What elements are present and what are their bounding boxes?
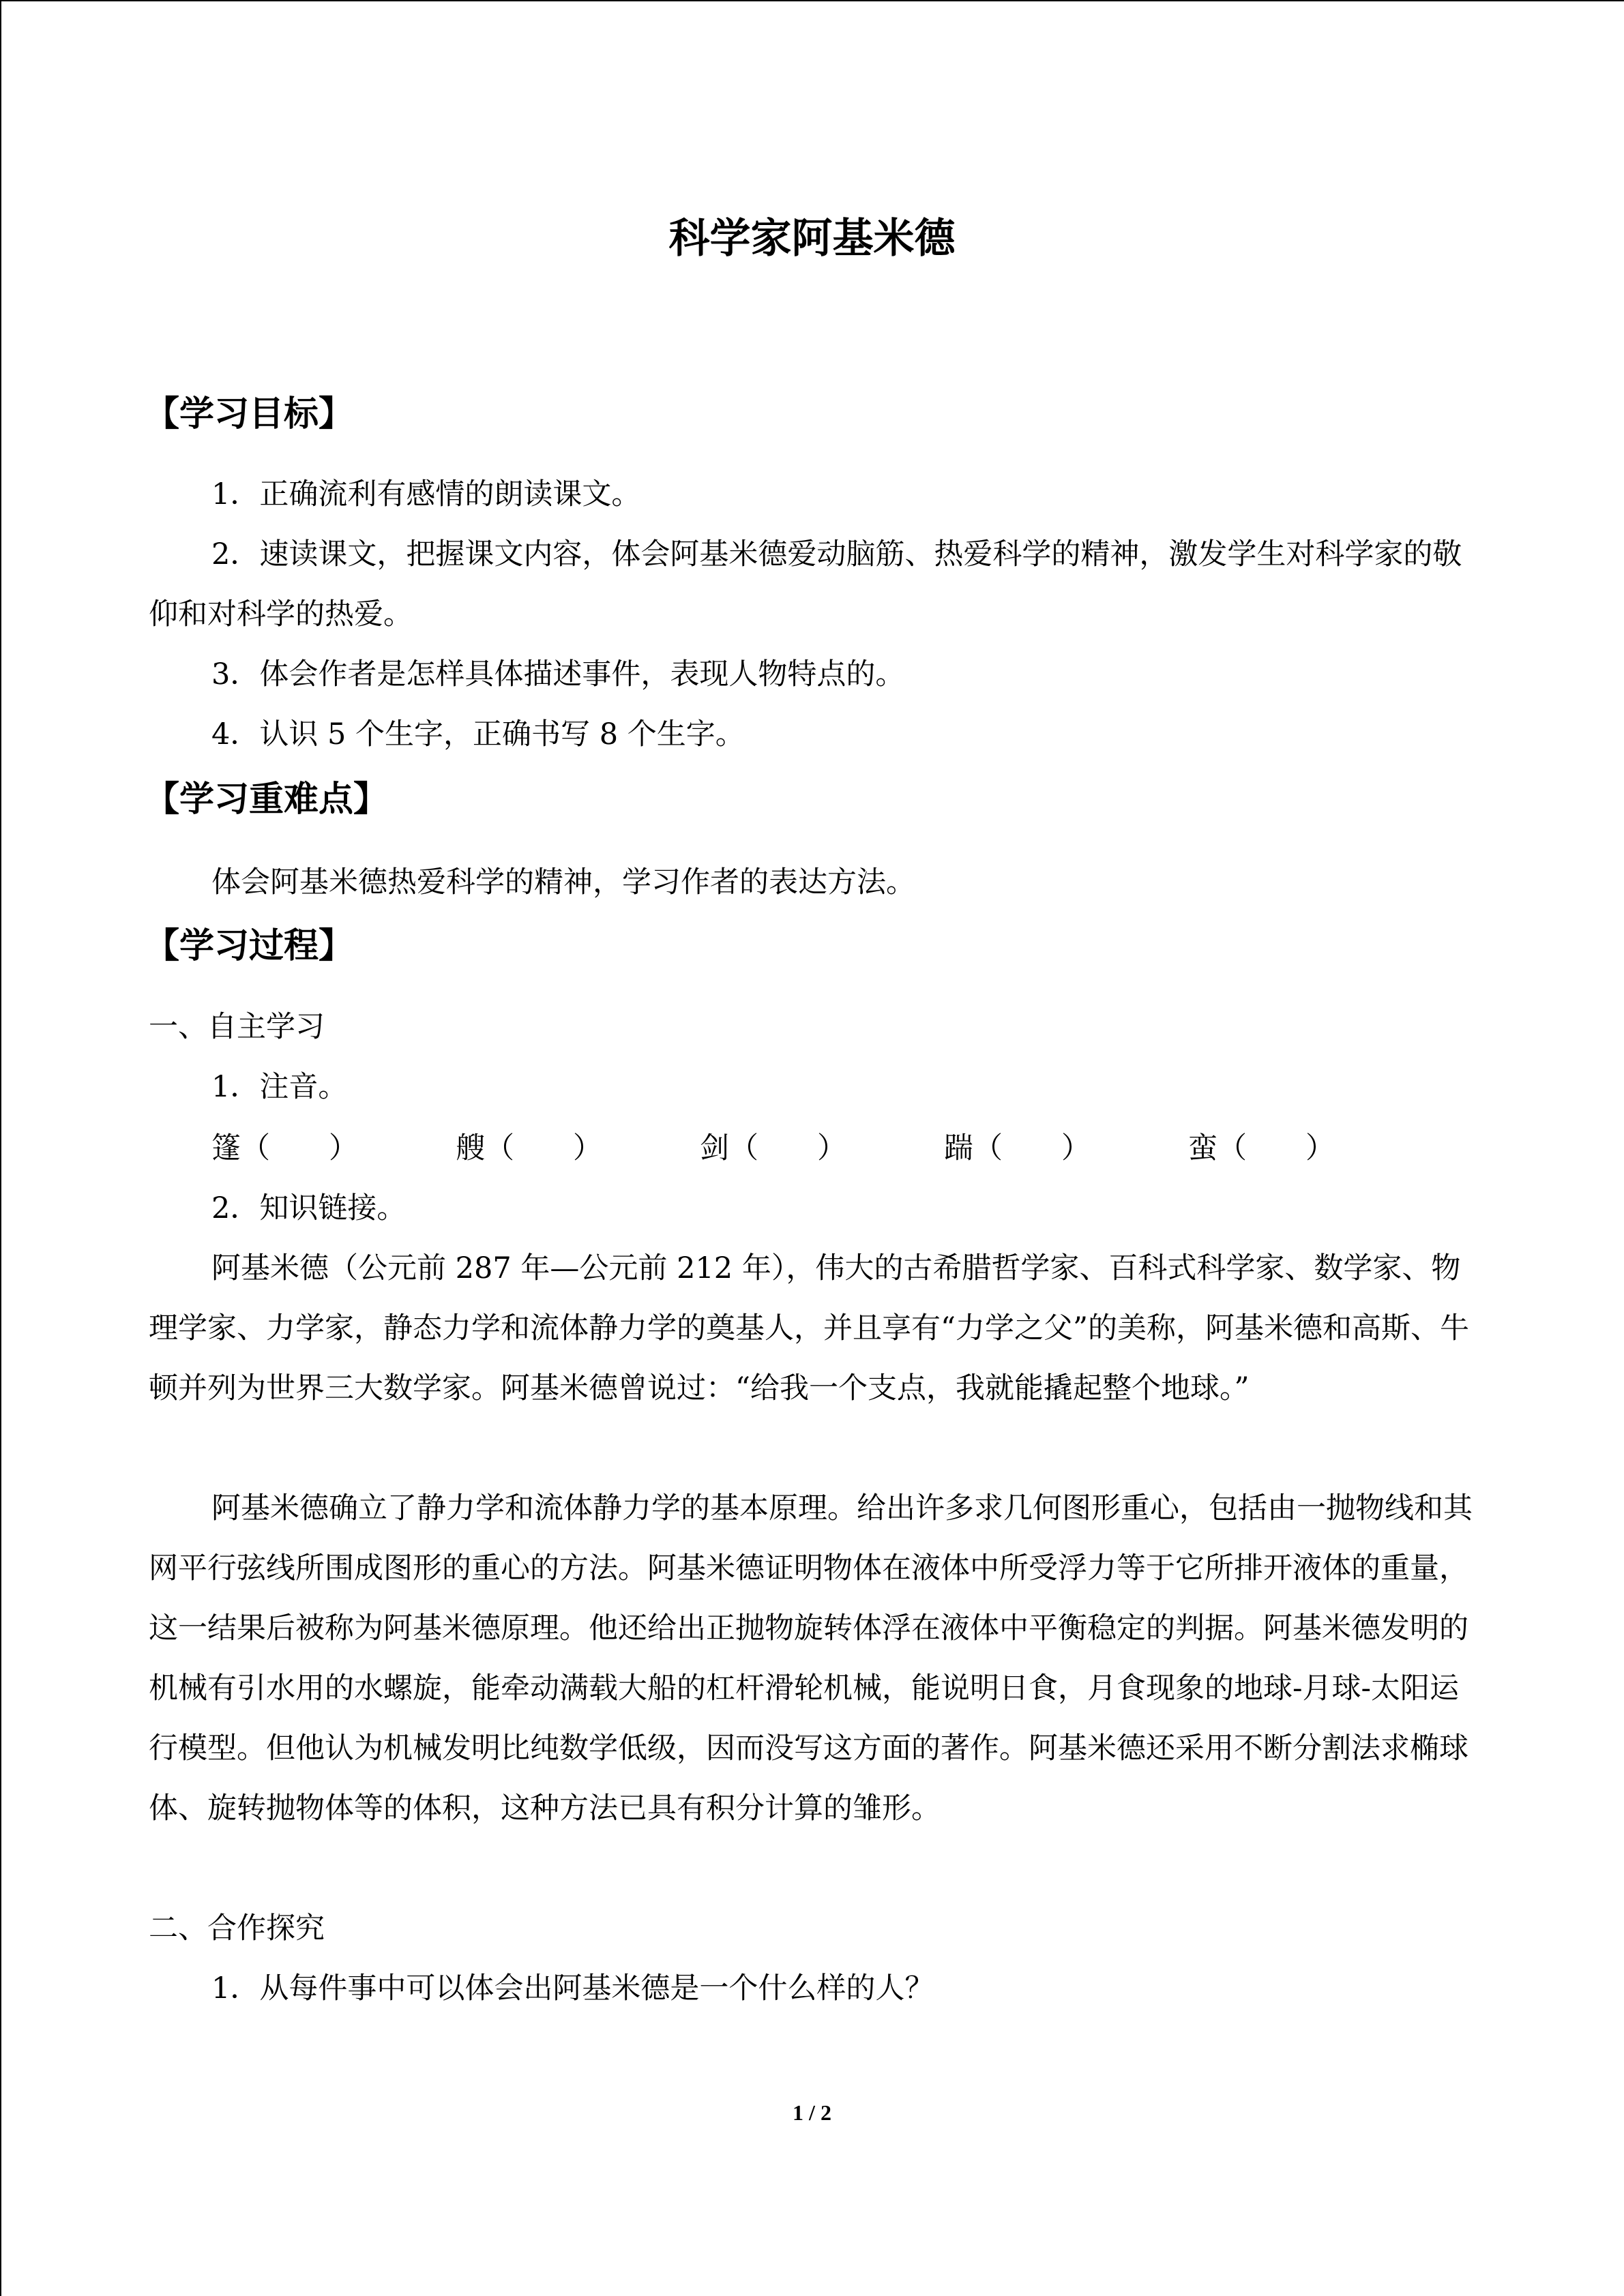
part1-title: 一、自主学习: [149, 1010, 325, 1044]
objective-item-2: 2．速读课文，把握课文内容，体会阿基米德爱动脑筋、热爱科学的精神，激发学生对科学家的敬仰和对科学的热爱。: [149, 537, 1462, 631]
knowledge-paragraph-2: 阿基米德确立了静力学和流体静力学的基本原理。给出许多求几何图形重心，包括由一抛物线和其网平行弦线所围成图形的重心的方法。阿基米德证明物体在液体中所受浮力等于它所排开液体的重量，这一结果后被称为阿基米德原理。他还给出正抛物旋转体浮在液体中平衡稳定的判据。阿基米德发明的机械有引水用的水螺旋，能牵动满载大船的杠杆滑轮机械，能说明日食，月食现象的地球-月球-太阳运行模型。但他认为机械发明比纯数学低级，因而没写这方面的著作。阿基米德还采用不断分割法求椭球体、旋转抛物体等的体积，这种方法已具有积分计算的雏形。: [149, 1491, 1473, 1825]
pinyin-blank-3[interactable]: 剑（ ）: [700, 1131, 846, 1165]
page-title: 科学家阿基米德: [668, 215, 956, 263]
key-points-heading: 【学习重难点】: [145, 779, 389, 820]
part1-item-1: 1．注音。: [211, 1070, 348, 1104]
objective-item-1: 1．正确流利有感情的朗读课文。: [211, 477, 641, 511]
page-number: 1 / 2: [793, 2100, 831, 2125]
objective-item-3: 3．体会作者是怎样具体描述事件，表现人物特点的。: [211, 657, 905, 691]
process-heading: 【学习过程】: [145, 926, 354, 966]
key-points-text: 体会阿基米德热爱科学的精神，学习作者的表达方法。: [211, 865, 915, 899]
objective-item-4: 4．认识 5 个生字，正确书写 8 个生字。: [211, 717, 745, 751]
knowledge-paragraph-1: 阿基米德（公元前 287 年—公元前 212 年），伟大的古希腊哲学家、百科式科学家、数学家、物理学家、力学家，静态力学和流体静力学的奠基人，并且享有“力学之父”的美称，阿基米德和高斯、牛顿并列为世界三大数学家。阿基米德曾说过：“给我一个支点，我就能撬起整个地球。”: [149, 1251, 1469, 1405]
pinyin-blank-2[interactable]: 艘（ ）: [456, 1131, 602, 1165]
pinyin-exercise-row: [211, 1118, 1439, 1178]
pinyin-blank-4[interactable]: 踹（ ）: [944, 1131, 1091, 1165]
objectives-heading: 【学习目标】: [145, 394, 354, 434]
part2-title: 二、合作探究: [149, 1911, 325, 1945]
pinyin-blank-1[interactable]: 篷（ ）: [211, 1131, 358, 1165]
part1-item-2: 2．知识链接。: [211, 1191, 407, 1225]
part2-item-1: 1．从每件事中可以体会出阿基米德是一个什么样的人？: [211, 1971, 934, 2006]
pinyin-blank-5[interactable]: 蛮（ ）: [1188, 1131, 1335, 1165]
